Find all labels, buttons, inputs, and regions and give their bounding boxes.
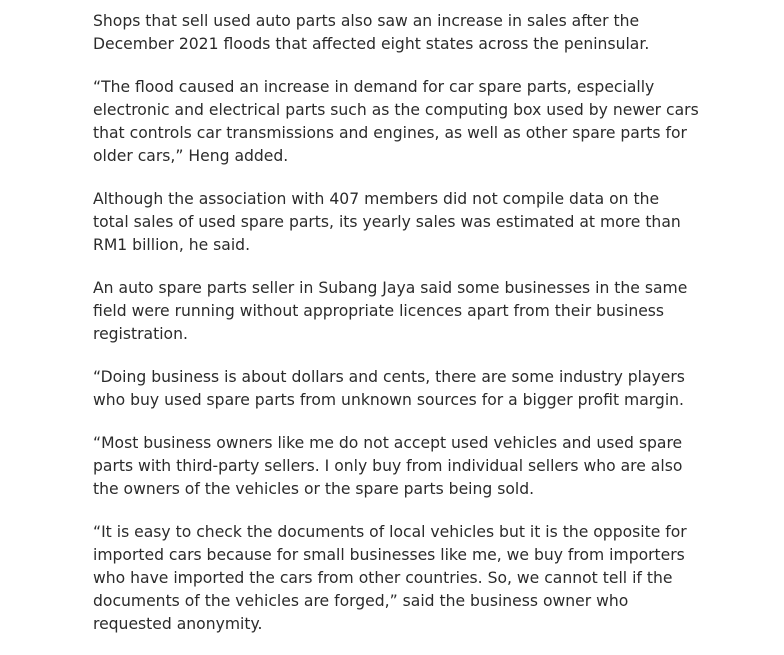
article-paragraph: “The flood caused an increase in demand for car spare parts, especially electronic and electrical parts such as the computing box used by newer cars that controls car transmissions and engines, as well as other spare parts for older cars,” Heng added. (93, 78, 699, 165)
article-body (93, 10, 699, 636)
article-paragraph: Although the association with 407 members did not compile data on the total sales of used spare parts, its yearly sales was estimated at more than RM1 billion, he said. (93, 190, 681, 254)
article-paragraph: An auto spare parts seller in Subang Jaya said some businesses in the same field were running without appropriate licences apart from their business registration. (93, 279, 688, 343)
article-paragraph: “It is easy to check the documents of local vehicles but it is the opposite for imported cars because for small businesses like me, we buy from importers who have imported the cars from other countries. So, we cannot tell if the documents of the vehicles are forged,” said the business owner who requested anonymity. (93, 523, 687, 633)
article-paragraph: Shops that sell used auto parts also saw an increase in sales after the December 2021 floods that affected eight states across the peninsular. (93, 12, 650, 53)
article-paragraph: “Doing business is about dollars and cents, there are some industry players who buy used spare parts from unknown sources for a bigger profit margin. (93, 368, 685, 409)
article-paragraph: “Most business owners like me do not accept used vehicles and used spare parts with third-party sellers. I only buy from individual sellers who are also the owners of the vehicles or the spare parts being sold. (93, 434, 683, 498)
